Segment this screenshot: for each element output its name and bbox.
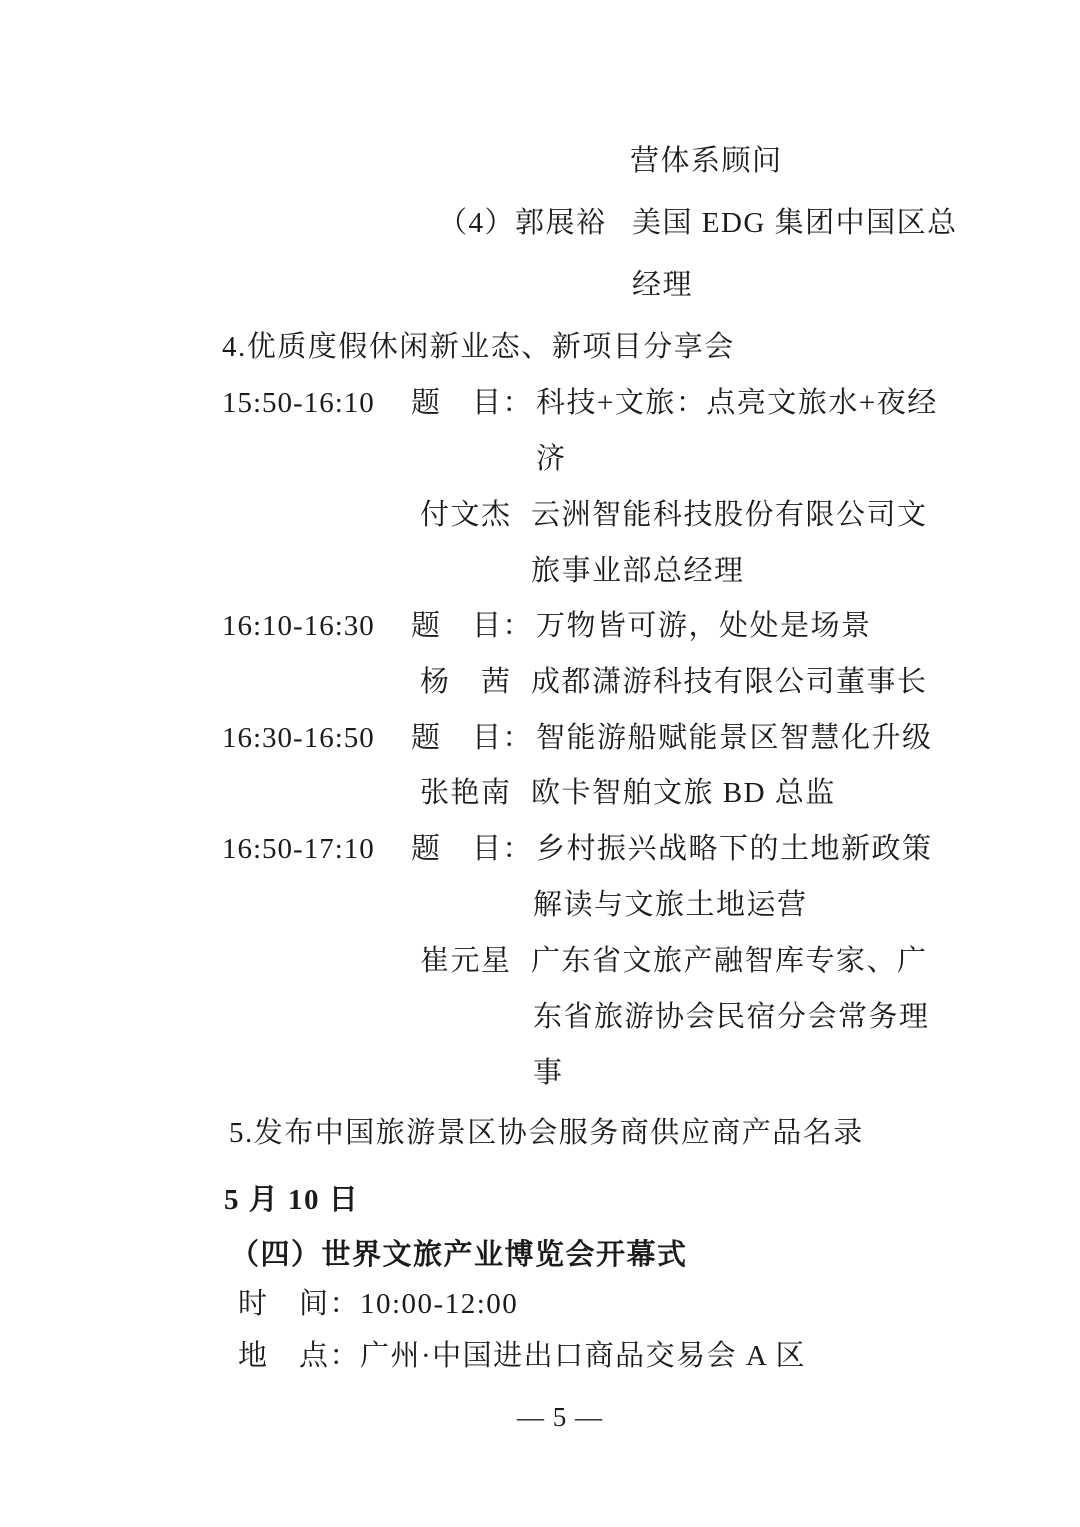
session2-topic: 万物皆可游，处处是场景: [536, 610, 872, 642]
meta-place-line: 地 点：广州·中国进出口商品交易会 A 区: [238, 1340, 807, 1372]
session4-time: 16:50-17:10: [222, 833, 375, 865]
session3-topic-label: 题 目：: [411, 722, 534, 754]
session4-speaker-org-continuation-1: 东省旅游协会民宿分会常务理: [533, 1001, 930, 1033]
session3-speaker-name: 张艳南: [420, 777, 512, 809]
session1-speaker-name: 付文杰: [420, 499, 512, 531]
session1-speaker-org: 云洲智能科技股份有限公司文: [531, 499, 928, 531]
session1-time: 15:50-16:10: [222, 387, 375, 419]
date-heading: 5 月 10 日: [224, 1184, 360, 1216]
session4-speaker-org: 广东省文旅产融智库专家、广: [531, 945, 928, 977]
list-item-4-description-continuation: 经理: [632, 269, 694, 301]
session4-speaker-org-continuation-2: 事: [533, 1057, 564, 1089]
session4-speaker-name: 崔元星: [420, 945, 512, 977]
page-number: — 5 —: [517, 1402, 603, 1432]
session2-time: 16:10-16:30: [222, 610, 375, 642]
part5-heading: 5.发布中国旅游景区协会服务商供应商产品名录: [229, 1117, 864, 1149]
session3-time: 16:30-16:50: [222, 722, 375, 754]
session3-speaker-org: 欧卡智舶文旅 BD 总监: [531, 777, 836, 809]
session4-topic-label: 题 目：: [411, 833, 534, 865]
session1-speaker-org-continuation: 旅事业部总经理: [531, 555, 745, 587]
part4-heading: 4.优质度假休闲新业态、新项目分享会: [222, 331, 735, 363]
session2-speaker-org: 成都潇游科技有限公司董事长: [531, 666, 928, 698]
session2-topic-label: 题 目：: [411, 610, 534, 642]
session1-topic-label: 题 目：: [411, 387, 534, 419]
list-item-4-label: （4）郭展裕: [438, 207, 607, 239]
session1-topic-continuation: 济: [536, 443, 567, 475]
carryover-role-continuation: 营体系顾问: [630, 145, 783, 177]
section-4-heading: （四）世界文旅产业博览会开幕式: [230, 1239, 688, 1271]
meta-time-line: 时 间：10:00-12:00: [238, 1288, 519, 1320]
session1-topic: 科技+文旅：点亮文旅水+夜经: [536, 387, 938, 419]
session4-topic-continuation: 解读与文旅土地运营: [533, 889, 808, 921]
session2-speaker-name: 杨 茜: [420, 666, 512, 698]
session3-topic: 智能游船赋能景区智慧化升级: [536, 722, 933, 754]
session4-topic: 乡村振兴战略下的土地新政策: [536, 833, 933, 865]
list-item-4-description: 美国 EDG 集团中国区总: [632, 207, 958, 239]
